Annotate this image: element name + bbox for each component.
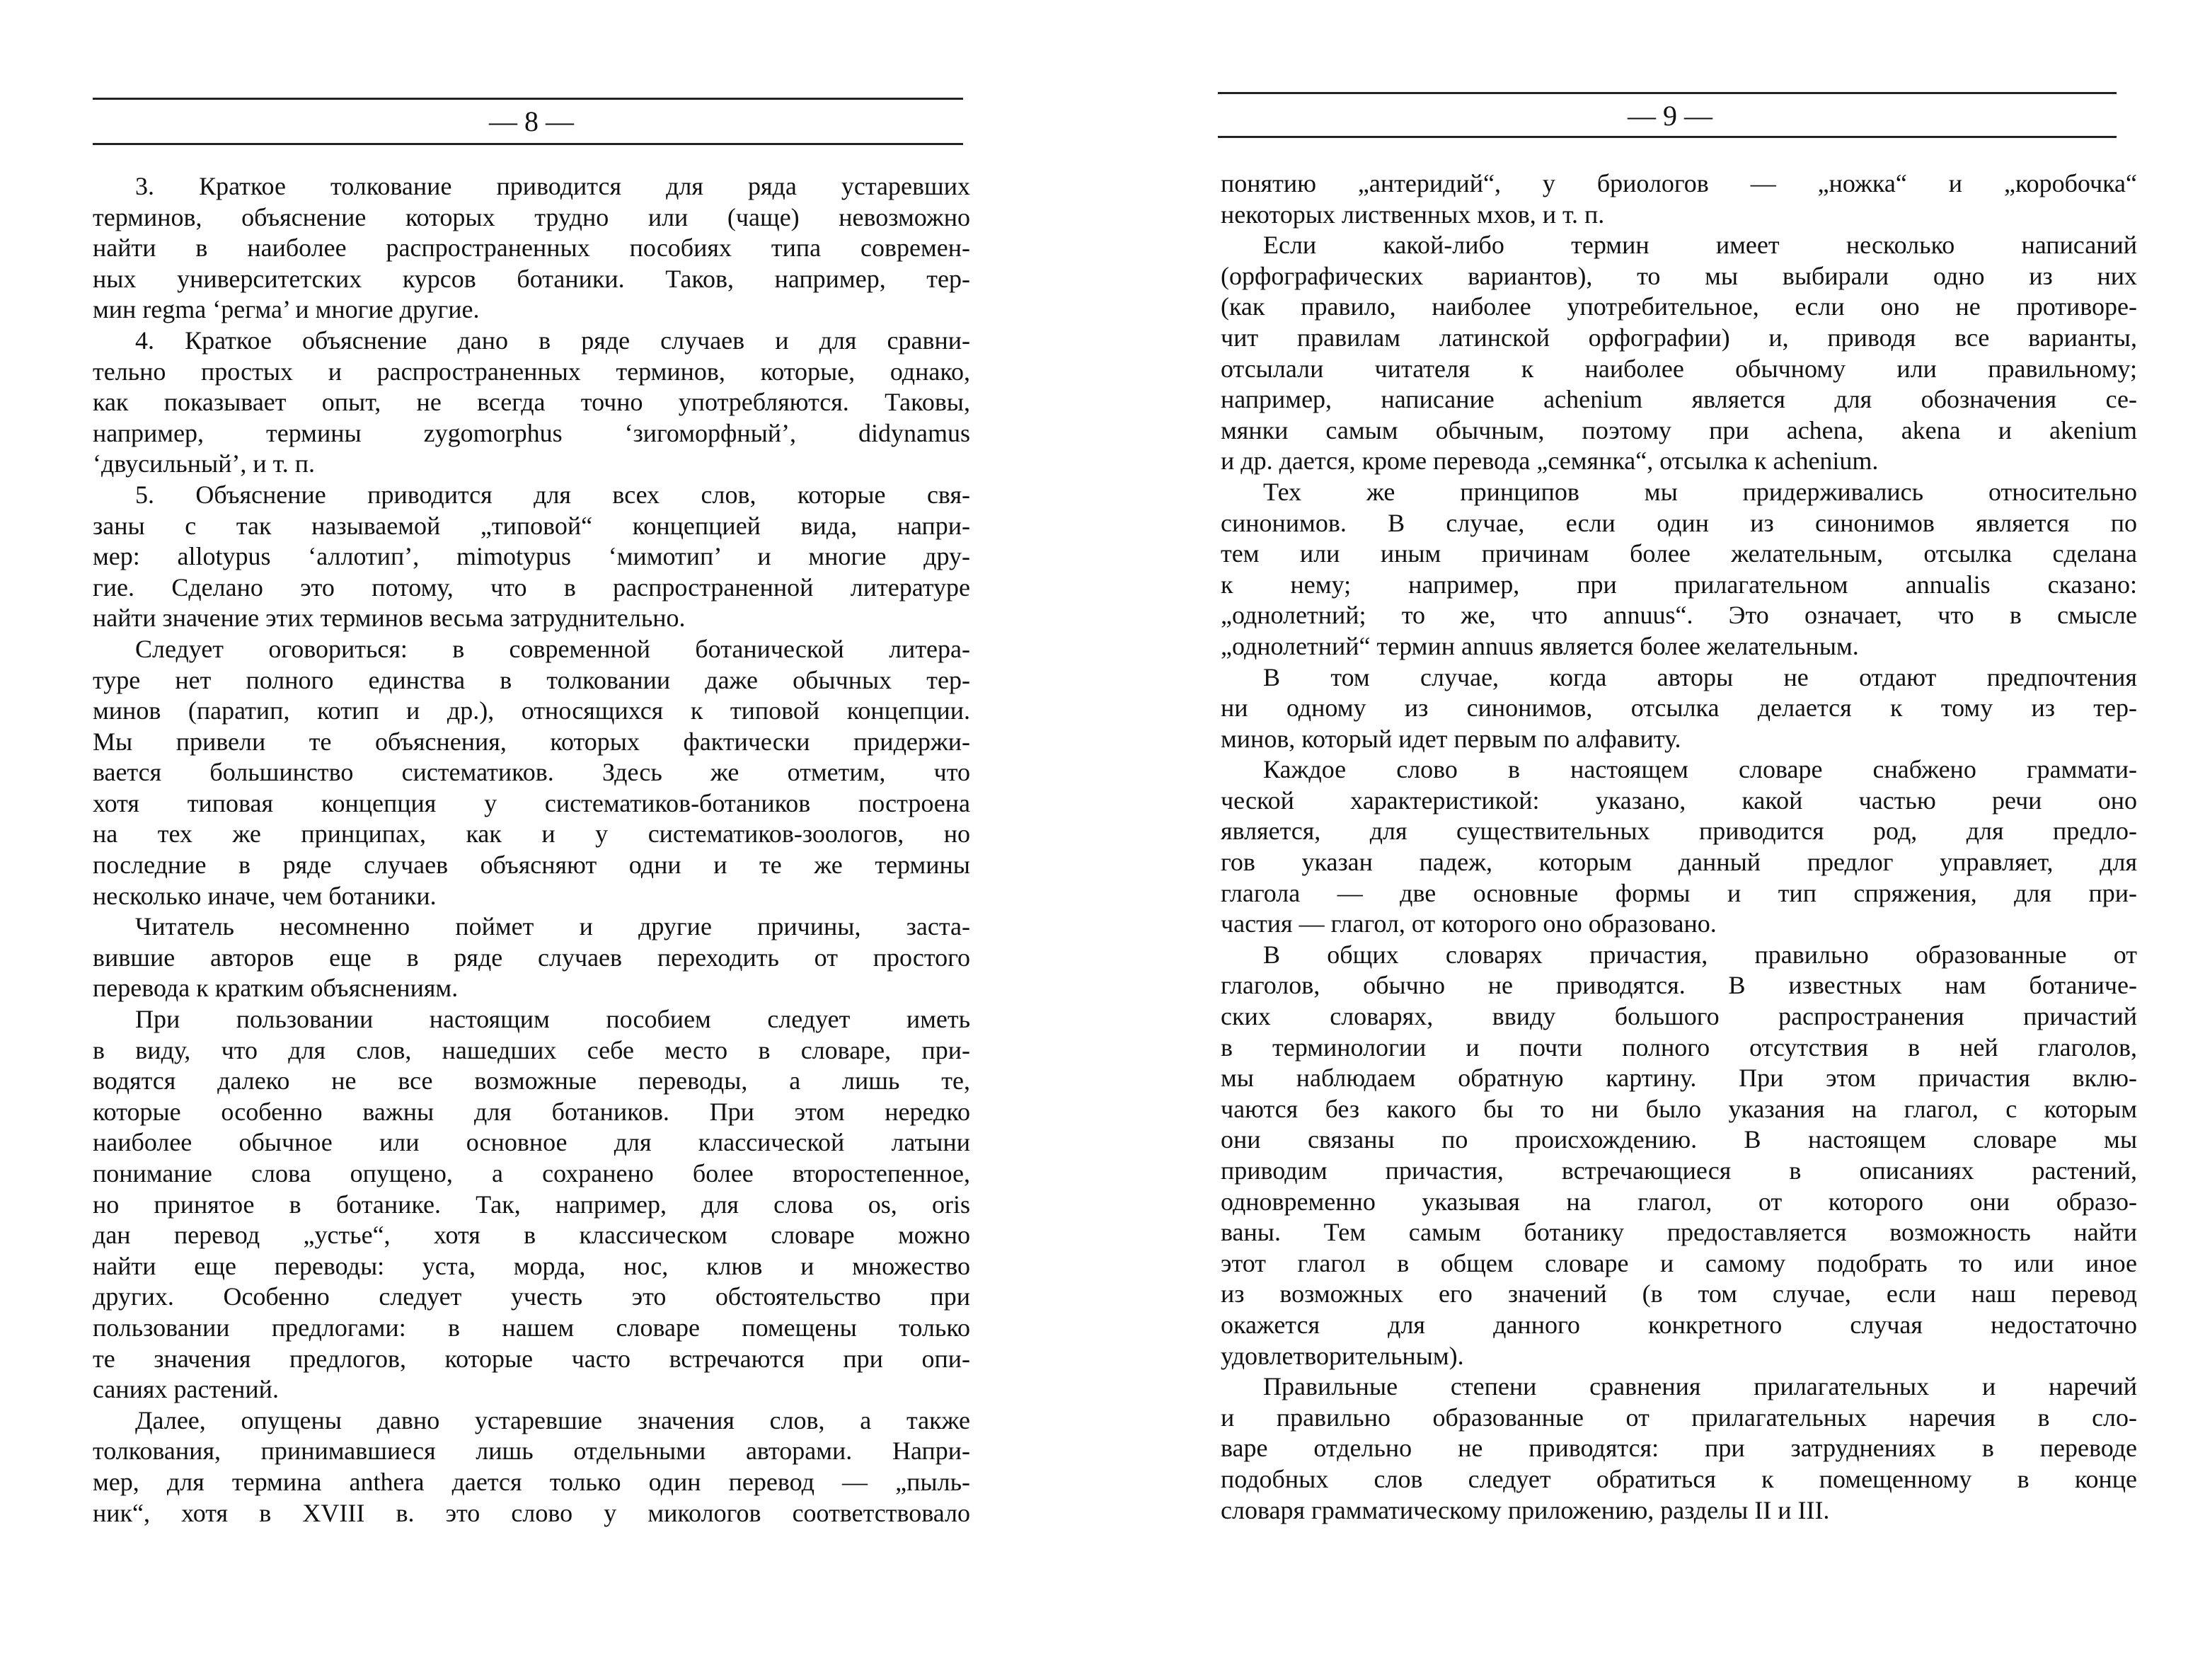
text-line: этот глагол в общем словаре и самому подобрать то или иное	[1221, 1248, 2137, 1277]
text-line: удовлетворительным).	[1221, 1341, 1464, 1370]
header-rule-top	[1218, 92, 2117, 94]
text-line: гов указан падеж, которым данный предлог управляет, для	[1221, 848, 2137, 877]
text-line: терминов, объяснение которых трудно или (чаще) невозможно	[93, 202, 970, 231]
text-line: минов (паратип, котип и др.), относящихся к типовой концепции.	[93, 696, 970, 725]
paragraph	[93, 634, 970, 911]
text-line: тем или иным причинам более желательным, отсылка сделана	[1221, 539, 2137, 568]
text-line: несколько иначе, чем ботаники.	[93, 881, 437, 910]
text-line: отсылали читателя к наиболее обычному или правильному;	[1221, 354, 2137, 383]
text-line: синонимов. В случае, если один из синонимов является по	[1221, 508, 2137, 537]
text-line: последние в ряде случаев объясняют одни и те же термины	[93, 851, 970, 880]
page-number: — 8 —	[489, 105, 574, 137]
text-line: мин regma ‘регма’ и многие другие.	[93, 295, 480, 324]
text-line: как показывает опыт, не всегда точно употребляются. Таковы,	[93, 388, 970, 417]
text-line: к нему; например, при прилагательном annualis сказано:	[1221, 570, 2137, 599]
text-line: ник“, хотя в XVIII в. это слово у микологов соответствовало	[93, 1498, 970, 1527]
text-line: в виду, что для слов, нашедших себе место в словаре, при-	[93, 1035, 970, 1064]
text-line: туре нет полного единства в толковании даже обычных тер-	[93, 665, 970, 694]
paragraph	[93, 911, 970, 1004]
text-line: некоторых лиственных мхов, и т. п.	[1221, 200, 1605, 229]
text-line: мер: allotypus ‘аллотип’, mimotypus ‘мимотип’ и многие дру-	[93, 542, 970, 571]
text-line: глаголов, обычно не приводятся. В известных нам ботаниче-	[1221, 971, 2137, 1000]
text-line: Следует оговориться: в современной ботанической литера-	[135, 634, 970, 663]
text-line: (орфографических вариантов), то мы выбирали одно из них	[1221, 261, 2137, 290]
paragraph	[1221, 940, 2137, 1371]
text-line: минов, который идет первым по алфавиту.	[1221, 724, 1681, 753]
text-line: ных университетских курсов ботаники. Таков, например, тер-	[93, 264, 970, 293]
text-line: наиболее обычное или основное для классической латыни	[93, 1128, 970, 1157]
text-line: В общих словарях причастия, правильно образованные от	[1263, 940, 2137, 969]
text-line: но принятое в ботанике. Так, например, для слова os, oris	[93, 1190, 970, 1219]
text-line: 5. Объяснение приводится для всех слов, которые свя-	[135, 480, 970, 509]
text-line: Далее, опущены давно устаревшие значения слов, а также	[135, 1405, 970, 1434]
text-line: в терминологии и почти полного отсутствия в ней глаголов,	[1221, 1032, 2137, 1061]
header-rule-top	[93, 98, 963, 100]
text-line: глагола — две основные формы и тип спряжения, для при-	[1221, 878, 2137, 907]
text-line: Читатель несомненно поймет и другие причины, заста-	[135, 912, 970, 941]
text-line: окажется для данного конкретного случая недостаточно	[1221, 1310, 2137, 1339]
header-rule-bottom	[1218, 136, 2117, 138]
paragraph	[1221, 477, 2137, 662]
text-line: вается большинство систематиков. Здесь же отметим, что	[93, 758, 970, 787]
text-line: например, написание achenium является для обозначения се-	[1221, 385, 2137, 414]
text-line: (как правило, наиболее употребительное, если оно не противоре-	[1221, 292, 2137, 321]
page-body	[1221, 168, 2137, 1526]
text-line: найти в наиболее распространенных пособиях типа современ-	[93, 234, 970, 263]
page-body	[93, 171, 970, 1529]
text-line: частия — глагол, от которого оно образовано.	[1221, 909, 1717, 938]
text-line: „однолетний; то же, что annuus“. Это означает, что в смысле	[1221, 601, 2137, 630]
header-rule-bottom	[93, 143, 963, 145]
paragraph	[1221, 168, 2137, 230]
text-line: гие. Сделано это потому, что в распространенной литературе	[93, 573, 970, 602]
paragraph	[93, 171, 970, 326]
text-line: саниях растений.	[93, 1375, 279, 1404]
text-line: найти еще переводы: уста, морда, нос, клюв и множество	[93, 1251, 970, 1280]
text-line: те значения предлогов, которые часто встречаются при опи-	[93, 1344, 970, 1373]
text-line: Если какой-либо термин имеет несколько написаний	[1263, 231, 2137, 260]
text-line: и др. дается, кроме перевода „семянка“, отсылка к achenium.	[1221, 447, 1879, 476]
text-line: и правильно образованные от прилагательных наречия в сло-	[1221, 1403, 2137, 1432]
text-line: Тех же принципов мы придерживались относительно	[1263, 477, 2137, 506]
text-line: толкования, принимавшиеся лишь отдельными авторами. Напри-	[93, 1437, 970, 1466]
text-line: заны с так называемой „типовой“ концепцией вида, напри-	[93, 511, 970, 540]
text-line: хотя типовая концепция у систематиков-ботаников построена	[93, 788, 970, 817]
text-line: вившие авторов еще в ряде случаев переходить от простого	[93, 943, 970, 972]
text-line: словаря грамматическому приложению, разделы II и III.	[1221, 1495, 1830, 1524]
text-line: мы наблюдаем обратную картину. При этом причастия вклю-	[1221, 1064, 2137, 1093]
paragraph	[93, 1405, 970, 1529]
text-line: из возможных его значений (в том случае, если наш перевод	[1221, 1279, 2137, 1308]
text-line: 4. Краткое объяснение дано в ряде случаев и для сравни-	[135, 326, 970, 355]
text-line: пользовании предлогами: в нашем словаре помещены только	[93, 1313, 970, 1342]
text-line: Мы привели те объяснения, которых фактически придержи-	[93, 727, 970, 756]
text-line: чаются без какого бы то ни было указания на глагол, с которым	[1221, 1094, 2137, 1123]
text-line: например, термины zygomorphus ‘зигоморфный’, didynamus	[93, 418, 970, 447]
text-line: мер, для термина anthera дается только один перевод — „пыль-	[93, 1467, 970, 1496]
paragraph	[1221, 754, 2137, 940]
text-line: они связаны по происхождению. В настоящем словаре мы	[1221, 1125, 2137, 1154]
text-line: Каждое слово в настоящем словаре снабжено граммати-	[1263, 755, 2137, 784]
text-line: ческой характеристикой: указано, какой частью речи оно	[1221, 786, 2137, 815]
text-line: которые особенно важны для ботаников. При этом нередко	[93, 1097, 970, 1126]
text-line: чит правилам латинской орфографии) и, приводя все варианты,	[1221, 323, 2137, 352]
paragraph	[93, 1004, 970, 1405]
text-line: 3. Краткое толкование приводится для ряда устаревших	[135, 172, 970, 200]
text-line: понятию „антеридий“, у бриологов — „ножка“ и „коробочка“	[1221, 169, 2137, 197]
text-line: ваны. Тем самым ботанику предоставляется возможность найти	[1221, 1218, 2137, 1247]
text-line: В том случае, когда авторы не отдают предпочтения	[1263, 662, 2137, 691]
text-line: подобных слов следует обратиться к помещенному в конце	[1221, 1464, 2137, 1493]
paragraph	[1221, 230, 2137, 477]
paragraph	[1221, 1371, 2137, 1526]
text-line: найти значение этих терминов весьма затруднительно.	[93, 604, 686, 633]
paragraph	[1221, 662, 2137, 755]
text-line: перевода к кратким объяснениям.	[93, 974, 459, 1003]
text-line: ни одному из синонимов, отсылка делается к тому из тер-	[1221, 694, 2137, 723]
text-line: одновременно указывая на глагол, от которого они образо-	[1221, 1187, 2137, 1216]
text-line: понимание слова опущено, а сохранено более второстепенное,	[93, 1159, 970, 1187]
text-line: ских словарях, ввиду большого распространения причастий	[1221, 1002, 2137, 1031]
text-line: мянки самым обычным, поэтому при achena, akena и akenium	[1221, 415, 2137, 444]
paragraph	[93, 480, 970, 634]
text-line: приводим причастия, встречающиеся в описаниях растений,	[1221, 1156, 2137, 1185]
paragraph	[93, 326, 970, 480]
text-line: на тех же принципах, как и у систематиков-зоологов, но	[93, 819, 970, 848]
text-line: тельно простых и распространенных терминов, которые, однако,	[93, 357, 970, 386]
text-line: дан перевод „устье“, хотя в классическом словаре можно	[93, 1221, 970, 1250]
text-line: Правильные степени сравнения прилагательных и наречий	[1263, 1372, 2137, 1401]
text-line: водятся далеко не все возможные переводы, а лишь те,	[93, 1066, 970, 1095]
text-line: других. Особенно следует учесть это обстоятельство при	[93, 1282, 970, 1311]
text-line: При пользовании настоящим пособием следует иметь	[135, 1005, 970, 1034]
text-line: является, для существительных приводится род, для предло-	[1221, 817, 2137, 846]
text-line: ‘двусильный’, и т. п.	[93, 449, 315, 478]
text-line: варе отдельно не приводятся: при затруднениях в переводе	[1221, 1434, 2137, 1463]
page-number: — 9 —	[1628, 100, 1712, 132]
text-line: „однолетний“ термин annuus является более желательным.	[1221, 631, 1859, 660]
